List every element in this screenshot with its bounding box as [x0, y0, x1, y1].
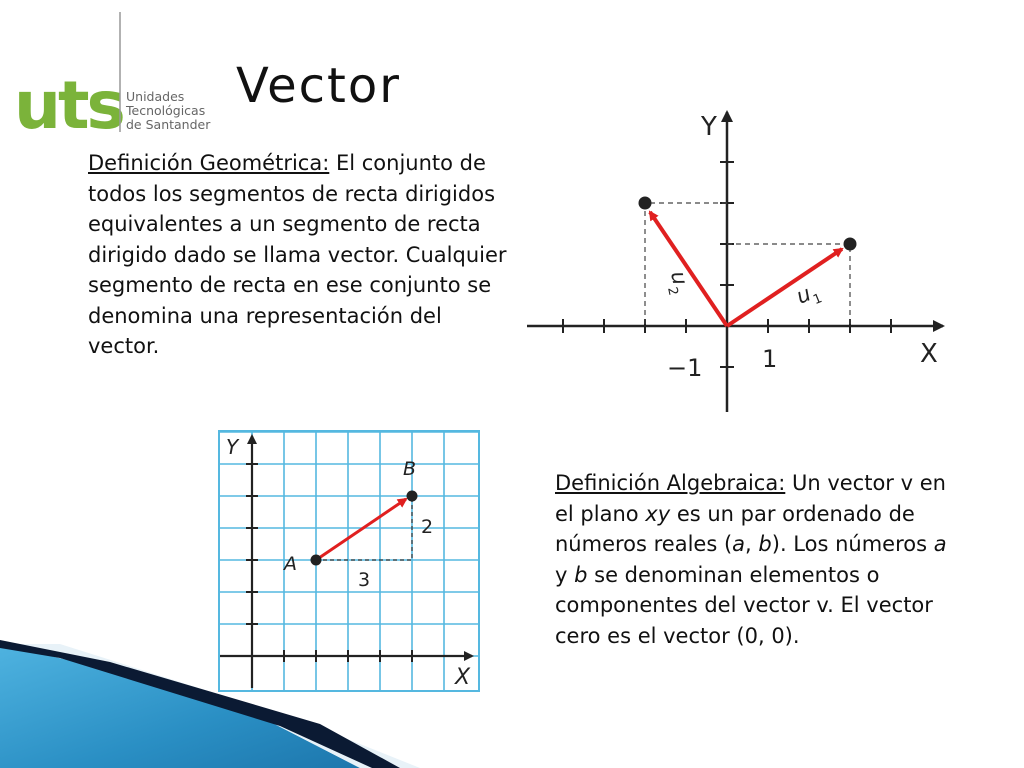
uts-logo: [12, 8, 212, 138]
u2-endpoint: [639, 197, 652, 210]
alg-var-xy: xy: [645, 501, 671, 526]
alg-text-11: se denominan elementos o componentes del vector v. El vector cero es el vector (0, 0).: [555, 562, 933, 648]
vector-u1: [727, 249, 842, 326]
x-axis-label: X: [920, 339, 938, 369]
logo-line-3: de Santander: [126, 117, 211, 132]
label-b: B: [403, 458, 417, 480]
logo-mark: uts: [14, 67, 123, 138]
u1-endpoint: [844, 238, 857, 251]
svg-text:1: 1: [811, 291, 825, 309]
alg-var-b-2: b: [574, 562, 588, 587]
geometric-definition: [88, 148, 508, 362]
page-title: Vector: [236, 58, 401, 114]
geometric-text: El conjunto de todos los segmentos de recta dirigidos equivalentes a un segmento de recta dirigido dado se llama vector. Cualquier segmento de recta en ese conjunto se denomina una representación del vector.: [88, 151, 507, 358]
footer-blue-band: [0, 644, 360, 768]
point-a: [311, 555, 322, 566]
alg-text-9: y: [555, 562, 575, 587]
u2-label: [661, 269, 694, 297]
alg-var-a-2: a: [933, 532, 947, 556]
logo-line-1: Unidades: [126, 89, 185, 104]
grid-y-axis-label: Y: [226, 435, 239, 459]
label-a: A: [284, 553, 297, 575]
logo-line-2: Tecnológicas: [126, 103, 206, 118]
svg-text:u: u: [666, 269, 693, 288]
vectors-figure: [525, 108, 955, 418]
algebraic-term: Definición Algebraica:: [555, 471, 786, 495]
tick-label-neg-1: −1: [667, 354, 703, 382]
alg-var-a: a: [732, 532, 746, 556]
geometric-term: Definición Geométrica:: [88, 151, 330, 175]
svg-text:2: 2: [664, 285, 681, 297]
y-axis-label: Y: [701, 112, 717, 142]
label-dy: 2: [421, 516, 434, 538]
svg-text:u: u: [792, 281, 815, 309]
tick-label-1: 1: [762, 345, 778, 373]
alg-text-1: Un vector v en el plano: [555, 471, 946, 526]
grid-x-axis-label: X: [455, 665, 471, 690]
alg-text-7: ). Los números: [771, 532, 934, 556]
footer-decoration: [0, 600, 1024, 768]
label-dx: 3: [358, 569, 371, 591]
u1-label: [793, 278, 825, 313]
point-b: [407, 491, 418, 502]
alg-var-b: b: [758, 532, 772, 556]
alg-text-3: es un par ordenado de números reales (: [555, 501, 915, 556]
alg-text-5: ,: [745, 532, 759, 556]
